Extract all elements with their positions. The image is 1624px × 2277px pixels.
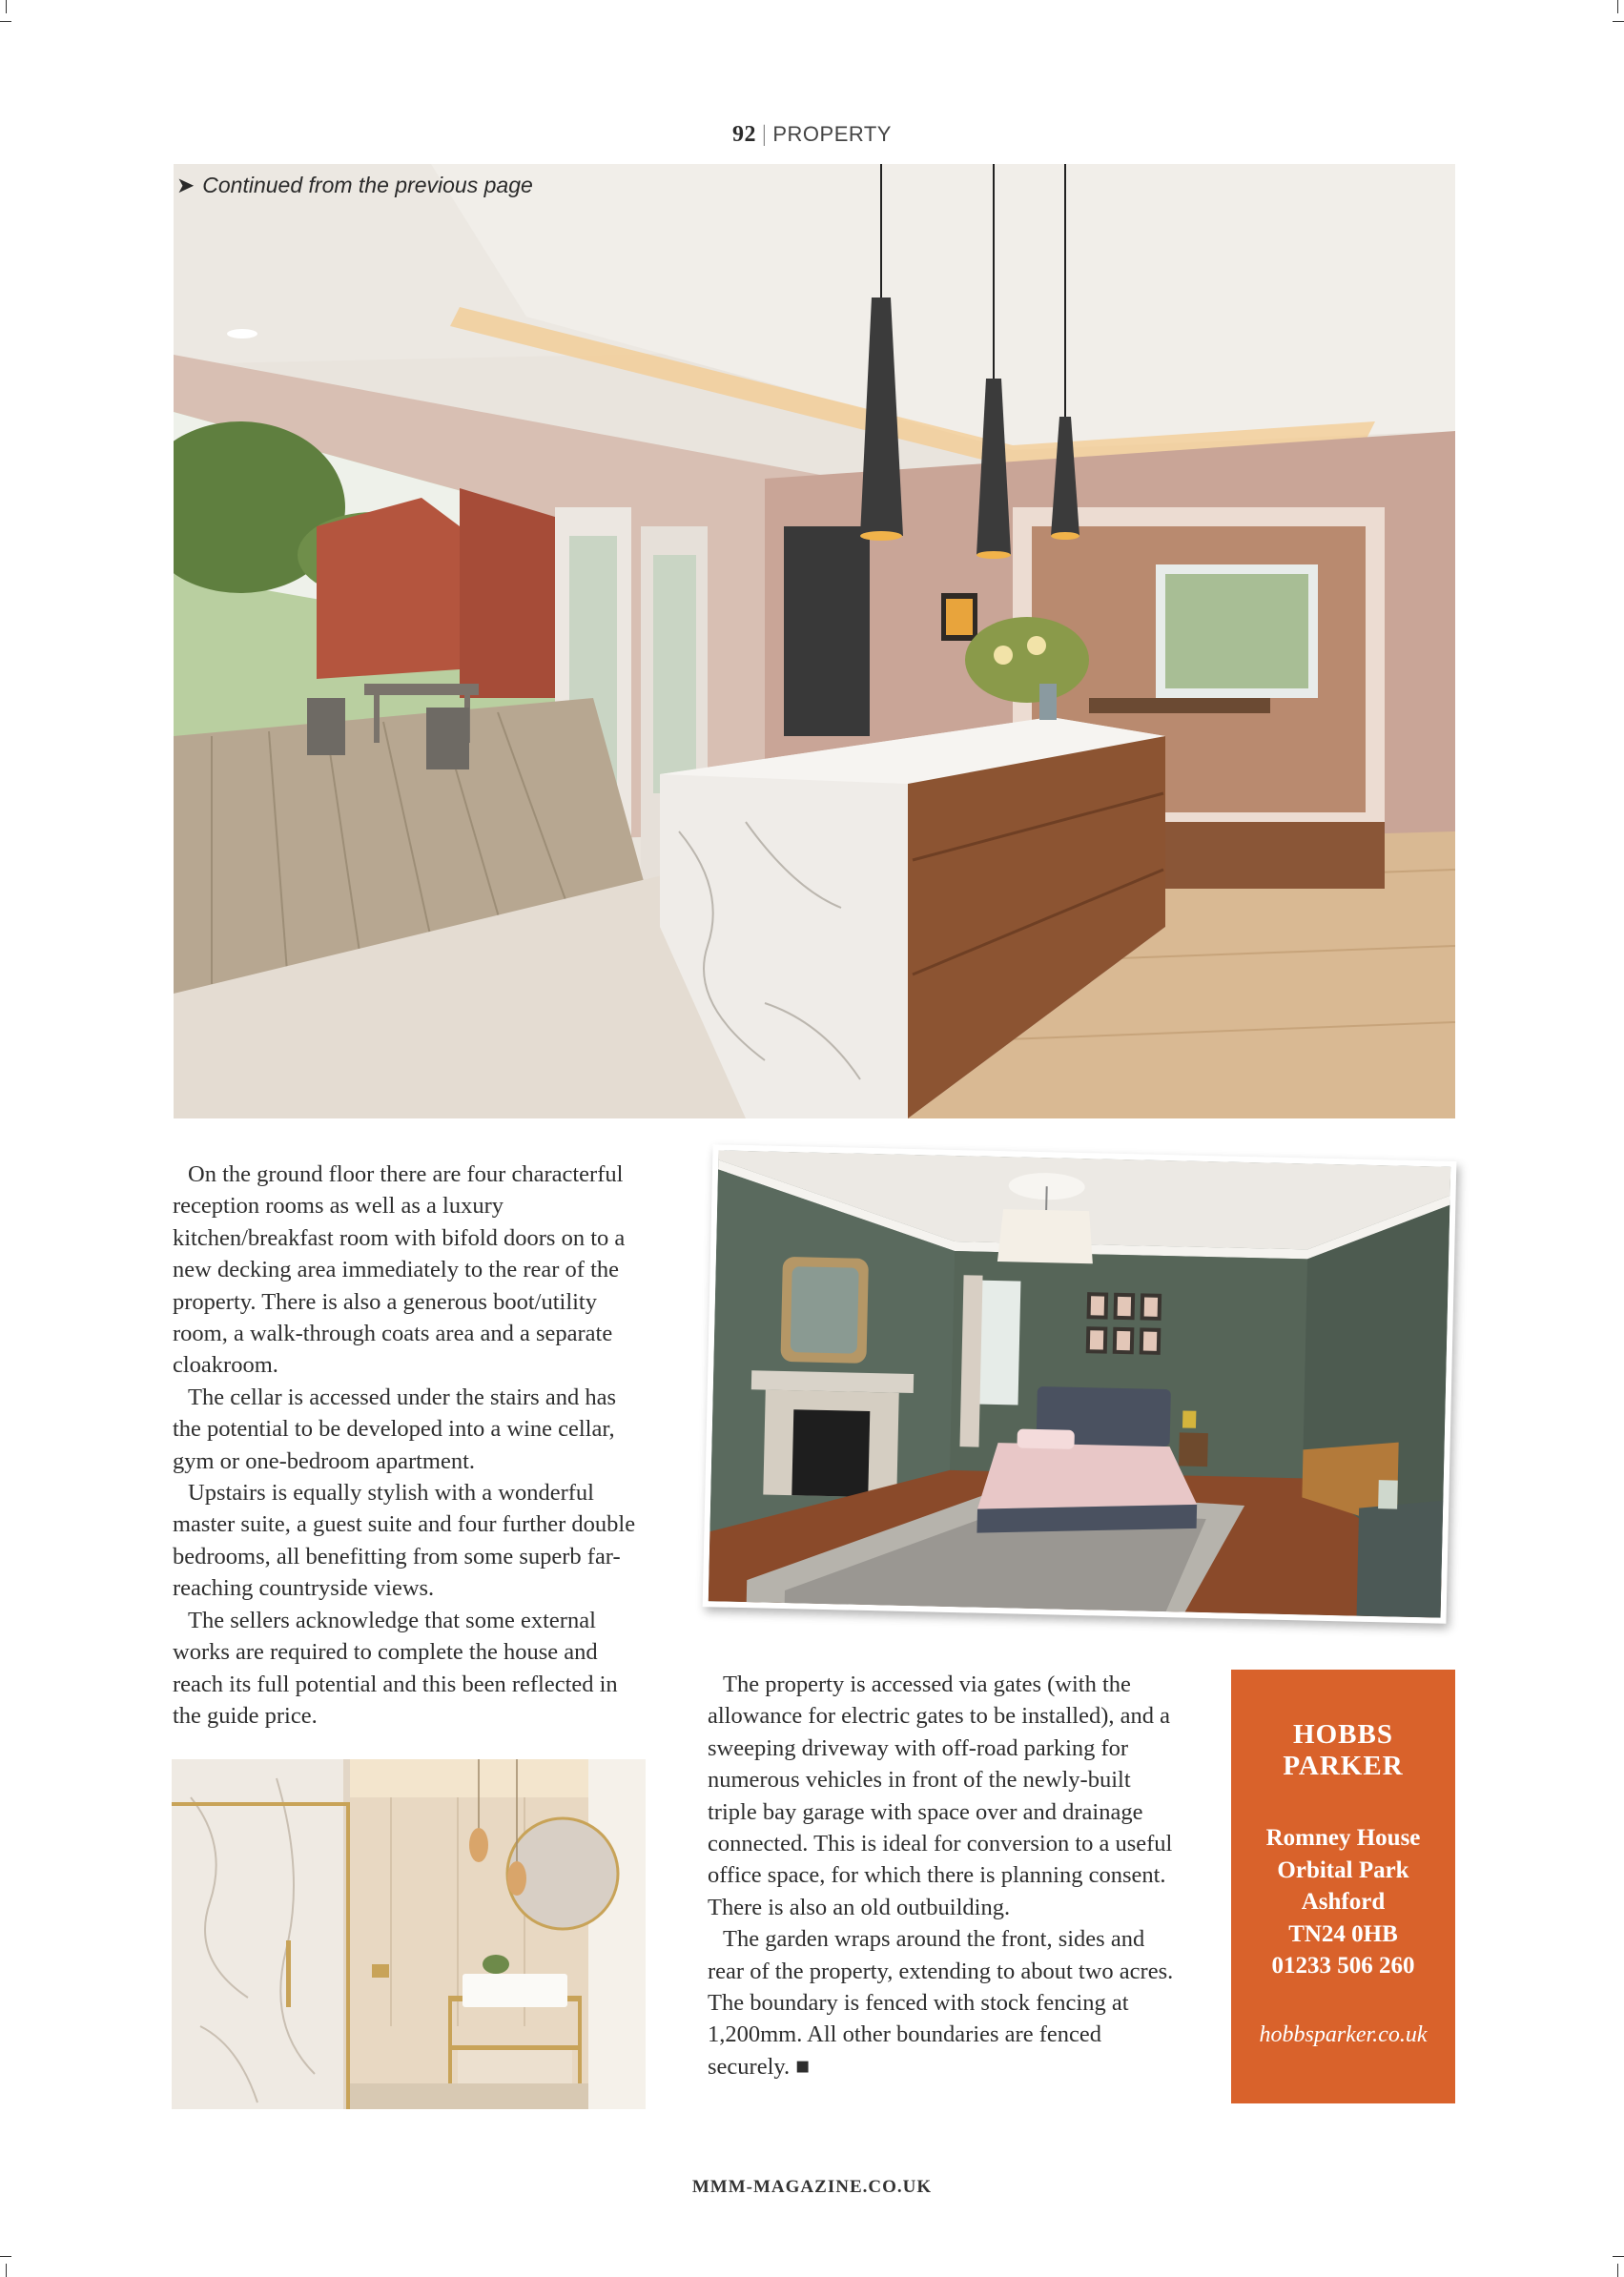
crop-mark (1617, 2264, 1618, 2277)
continued-label (176, 173, 533, 198)
address-line: TN24 0HB (1288, 1920, 1398, 1947)
section-title: PROPERTY (772, 122, 892, 146)
agent-name (1231, 1719, 1455, 1782)
crop-mark (0, 2256, 11, 2257)
page-header (0, 122, 1624, 148)
crop-mark (1617, 0, 1618, 13)
arrow-right-icon: ➤ (176, 173, 195, 197)
paragraph: The property is accessed via gates (with the allowance for electric gates to be installed), and a sweeping driveway with off-road parking for numerous vehicles in front of the newly-built triple bay garage with space over and drainage connected. This is ideal for conversion to a useful office space, for which there is planning consent. There is also an old outbuilding. (708, 1672, 1173, 1920)
agent-address (1231, 1822, 1455, 1982)
agent-website-link[interactable]: hobbsparker.co.uk (1259, 2021, 1428, 2047)
paragraph: On the ground floor there are four characterful reception rooms as well as a luxury kitchen/breakfast room with bifold doors on to a new decking area immediately to the rear of the property. There is also a generous boot/utility room, a walk-through coats area and a separate cloakroom. (173, 1161, 626, 1379)
left-column-text (173, 1159, 645, 1732)
page-footer: MMM-MAGAZINE.CO.UK (691, 2177, 933, 2197)
agent-name-line: HOBBS (1293, 1719, 1393, 1750)
crop-mark (1613, 21, 1624, 22)
page-number: 92 (732, 122, 757, 147)
kitchen-photo (174, 164, 1455, 1118)
bedroom-photo (703, 1144, 1457, 1624)
address-line: Romney House (1265, 1825, 1421, 1851)
crop-mark (0, 21, 11, 22)
agent-name-line: PARKER (1283, 1751, 1404, 1781)
paragraph: The garden wraps around the front, sides and rear of the property, extending to about two acres. The boundary is fenced with stock fencing at 1,200mm. All other boundaries are fenced securely. ■ (708, 1926, 1174, 2080)
paragraph: Upstairs is equally stylish with a wonderful master suite, a guest suite and four further double bedrooms, all benefitting from some superb far-reaching countryside views. (173, 1480, 636, 1602)
crop-mark (6, 2264, 7, 2277)
agent-phone: 01233 506 260 (1271, 1953, 1415, 1979)
continued-text: Continued from the previous page (202, 173, 533, 197)
paragraph: The cellar is accessed under the stairs and has the potential to be developed into a wine cellar, gym or one-bedroom apartment. (173, 1384, 616, 1474)
agent-contact-box (1231, 1670, 1455, 2103)
bathroom-photo (172, 1759, 646, 2109)
address-line: Ashford (1301, 1889, 1386, 1915)
header-separator: | (762, 122, 768, 147)
address-line: Orbital Park (1277, 1856, 1409, 1883)
paragraph: The sellers acknowledge that some external works are required to complete the house and reach its full potential and this been reflected in the guide price. (173, 1607, 618, 1729)
crop-mark (1613, 2256, 1624, 2257)
crop-mark (6, 0, 7, 13)
right-column-text (708, 1669, 1181, 2082)
